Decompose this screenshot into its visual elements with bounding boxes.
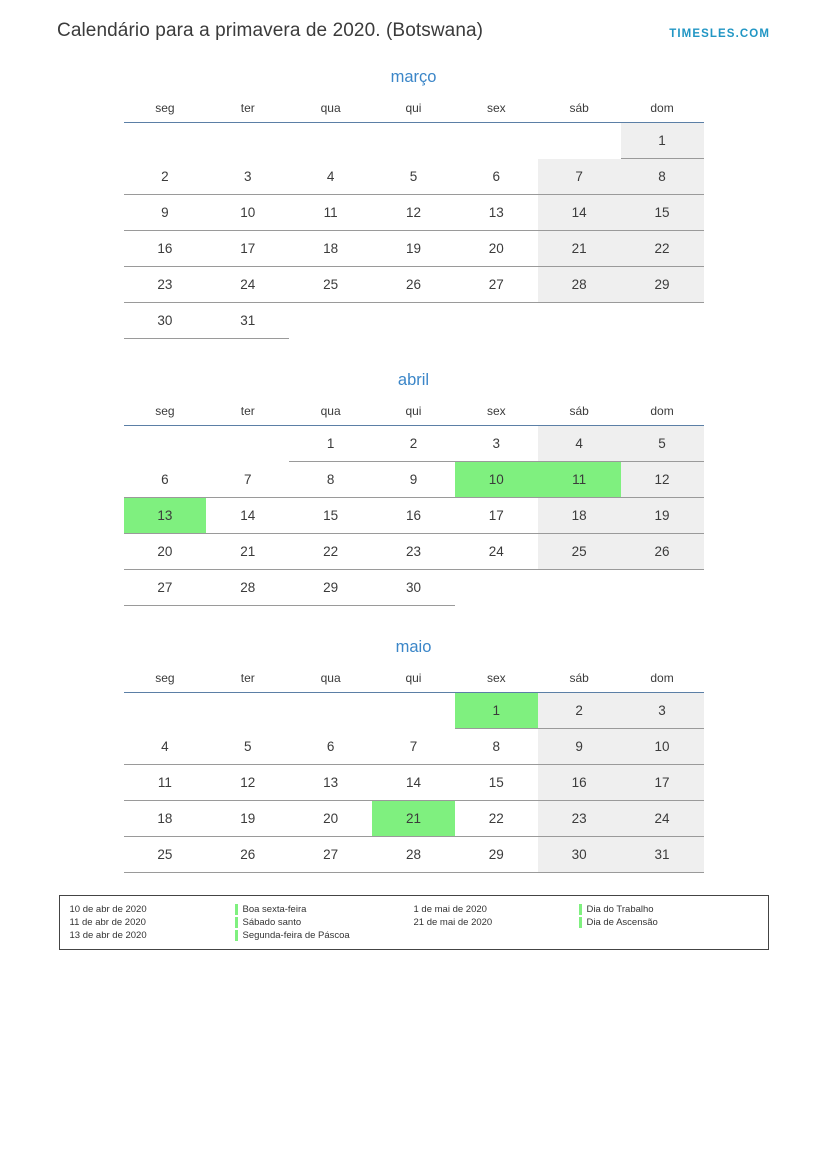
- weekday-header: sex: [455, 667, 538, 693]
- weekday-header-row: [124, 400, 704, 426]
- weekend-day-cell[interactable]: [621, 426, 704, 462]
- day-number: 16: [571, 775, 587, 790]
- day-number: 14: [571, 205, 587, 220]
- weekday-header: ter: [206, 400, 289, 426]
- day-number: 11: [323, 205, 338, 220]
- weekend-day-cell[interactable]: [538, 267, 621, 303]
- day-cell[interactable]: [206, 837, 289, 873]
- empty-day-cell: [372, 303, 455, 339]
- legend: [59, 895, 769, 950]
- day-cell[interactable]: [206, 267, 289, 303]
- month-block: [62, 624, 765, 891]
- day-cell[interactable]: [455, 765, 538, 801]
- day-number: 5: [409, 168, 418, 184]
- empty-day-cell: [621, 570, 704, 606]
- day-number: 1: [658, 133, 666, 148]
- day-number: 24: [240, 277, 256, 292]
- legend-column-right: [414, 903, 758, 942]
- week-row: [124, 570, 704, 606]
- day-cell[interactable]: [372, 231, 455, 267]
- day-cell[interactable]: [289, 534, 372, 570]
- weekend-day-cell[interactable]: [621, 837, 704, 873]
- legend-holiday-name: Boa sexta-feira: [235, 903, 414, 916]
- day-number: 29: [323, 580, 339, 595]
- month-name: maio: [395, 638, 432, 656]
- empty-day-cell: [289, 693, 372, 729]
- day-number: 29: [488, 847, 504, 862]
- day-number: 20: [323, 811, 339, 826]
- day-cell[interactable]: [289, 729, 372, 765]
- weekend-day-cell[interactable]: [621, 195, 704, 231]
- weekend-day-cell[interactable]: [621, 231, 704, 267]
- day-number: 23: [405, 544, 421, 559]
- day-cell[interactable]: [124, 765, 207, 801]
- day-number: 16: [157, 241, 173, 256]
- day-number: 23: [571, 811, 587, 826]
- day-number: 8: [492, 739, 501, 754]
- weekend-day-cell[interactable]: [621, 498, 704, 534]
- day-number: 2: [575, 703, 583, 718]
- day-cell[interactable]: [455, 426, 538, 462]
- day-number: 21: [240, 544, 256, 559]
- page-header: [0, 0, 827, 42]
- weekend-day-cell[interactable]: [621, 267, 704, 303]
- day-number: 27: [488, 277, 504, 292]
- site-brand[interactable]: TIMESLES.COM: [669, 28, 770, 40]
- weekend-day-cell[interactable]: [538, 693, 621, 729]
- empty-day-cell: [455, 570, 538, 606]
- day-number: 6: [326, 738, 335, 754]
- day-number: 20: [488, 241, 504, 256]
- day-cell[interactable]: [206, 303, 289, 339]
- weekday-header: dom: [621, 97, 704, 123]
- weekday-header-row: [124, 667, 704, 693]
- month-name: abril: [397, 371, 430, 389]
- legend-date: 21 de mai de 2020: [413, 917, 493, 928]
- month-table: [124, 667, 704, 873]
- day-number: 21: [405, 811, 421, 826]
- day-number: 21: [571, 241, 587, 256]
- day-number: 17: [654, 775, 670, 790]
- day-number: 28: [240, 580, 256, 595]
- day-number: 31: [654, 847, 670, 862]
- day-number: 22: [488, 811, 504, 826]
- weekend-day-cell[interactable]: [621, 123, 704, 159]
- day-cell[interactable]: [372, 729, 455, 765]
- day-number: 24: [488, 544, 504, 559]
- day-number: 7: [409, 738, 418, 754]
- day-number: 7: [244, 471, 252, 487]
- weekday-header: dom: [621, 400, 704, 426]
- day-number: 4: [326, 168, 335, 184]
- day-cell[interactable]: [206, 729, 289, 765]
- day-cell[interactable]: [372, 498, 455, 534]
- day-number: 18: [323, 241, 339, 256]
- day-number: 18: [157, 811, 173, 826]
- weekday-header: qua: [289, 97, 372, 123]
- day-number: 3: [244, 168, 252, 184]
- week-row: [124, 693, 704, 729]
- weekday-header: sáb: [538, 97, 621, 123]
- legend-holiday-name: Sábado santo: [235, 916, 414, 929]
- legend-date: 11 de abr de 2020: [69, 917, 146, 928]
- day-cell[interactable]: [289, 801, 372, 837]
- legend-holiday-name: Segunda-feira de Páscoa: [235, 929, 414, 942]
- weekend-day-cell[interactable]: [621, 534, 704, 570]
- day-cell[interactable]: [206, 765, 289, 801]
- day-number: 22: [323, 544, 339, 559]
- month-block: [62, 357, 765, 624]
- weekday-header: dom: [621, 667, 704, 693]
- day-cell[interactable]: [124, 195, 207, 231]
- legend-date: 1 de mai de 2020: [413, 904, 487, 915]
- day-cell[interactable]: [372, 534, 455, 570]
- empty-day-cell: [124, 693, 207, 729]
- day-cell[interactable]: [455, 801, 538, 837]
- day-number: 8: [658, 169, 666, 184]
- day-number: 14: [405, 775, 421, 790]
- empty-day-cell: [206, 693, 289, 729]
- empty-day-cell: [538, 570, 621, 606]
- day-number: 27: [157, 580, 173, 595]
- day-cell[interactable]: [206, 801, 289, 837]
- day-cell[interactable]: [289, 462, 372, 498]
- day-number: 13: [488, 205, 504, 220]
- legend-date: 13 de abr de 2020: [69, 930, 147, 941]
- day-cell[interactable]: [289, 231, 372, 267]
- empty-day-cell: [455, 123, 538, 159]
- day-number: 13: [157, 508, 173, 523]
- weekend-day-cell[interactable]: [621, 801, 704, 837]
- weekday-header: ter: [206, 97, 289, 123]
- day-number: 12: [240, 775, 256, 790]
- day-number: 30: [405, 580, 421, 595]
- day-cell[interactable]: [124, 159, 207, 195]
- day-cell[interactable]: [455, 267, 538, 303]
- day-number: 10: [488, 472, 504, 487]
- day-number: 5: [244, 738, 252, 754]
- empty-day-cell: [124, 123, 207, 159]
- day-cell[interactable]: [372, 570, 455, 606]
- day-number: 25: [157, 847, 173, 862]
- day-cell[interactable]: [372, 837, 455, 873]
- weekday-header: qui: [372, 97, 455, 123]
- weekday-header: qua: [289, 667, 372, 693]
- day-cell[interactable]: [206, 534, 289, 570]
- weekday-header: qui: [372, 400, 455, 426]
- day-number: 2: [161, 168, 169, 184]
- day-number: 27: [323, 847, 339, 862]
- empty-day-cell: [289, 123, 372, 159]
- holiday-day-cell[interactable]: [455, 462, 538, 498]
- weekend-day-cell[interactable]: [538, 426, 621, 462]
- day-number: 15: [323, 508, 339, 523]
- day-number: 10: [654, 739, 670, 754]
- empty-day-cell: [621, 303, 704, 339]
- day-number: 17: [488, 508, 504, 523]
- day-cell[interactable]: [206, 570, 289, 606]
- day-number: 12: [654, 472, 670, 487]
- day-cell[interactable]: [289, 837, 372, 873]
- day-cell[interactable]: [289, 570, 372, 606]
- weekend-day-cell[interactable]: [621, 159, 704, 195]
- day-cell[interactable]: [455, 195, 538, 231]
- month-name: março: [390, 68, 437, 86]
- day-number: 25: [323, 277, 339, 292]
- day-number: 9: [575, 739, 583, 754]
- day-cell[interactable]: [372, 765, 455, 801]
- weekend-day-cell[interactable]: [538, 729, 621, 765]
- day-cell[interactable]: [124, 231, 207, 267]
- day-number: 24: [654, 811, 670, 826]
- weekday-header: qui: [372, 667, 455, 693]
- day-cell[interactable]: [124, 570, 207, 606]
- week-row: [124, 765, 704, 801]
- week-row: [124, 123, 704, 159]
- day-number: 5: [658, 436, 666, 451]
- day-cell[interactable]: [206, 462, 289, 498]
- empty-day-cell: [206, 123, 289, 159]
- day-cell[interactable]: [124, 534, 207, 570]
- day-number: 9: [409, 472, 418, 487]
- day-number: 12: [405, 205, 421, 220]
- day-number: 8: [326, 472, 335, 487]
- weekday-header: seg: [124, 667, 207, 693]
- week-row: [124, 729, 704, 765]
- day-number: 10: [240, 205, 256, 220]
- day-number: 7: [575, 168, 583, 184]
- day-number: 3: [658, 703, 666, 718]
- weekday-header: sáb: [538, 667, 621, 693]
- day-number: 18: [571, 508, 587, 523]
- weekday-header: ter: [206, 667, 289, 693]
- day-cell[interactable]: [372, 267, 455, 303]
- day-number: 30: [157, 313, 173, 328]
- day-cell[interactable]: [455, 231, 538, 267]
- weekend-day-cell[interactable]: [538, 534, 621, 570]
- weekday-header: sex: [455, 400, 538, 426]
- day-cell[interactable]: [455, 159, 538, 195]
- weekday-header: seg: [124, 400, 207, 426]
- day-cell[interactable]: [289, 765, 372, 801]
- day-number: 6: [161, 471, 169, 487]
- day-number: 15: [654, 205, 670, 220]
- day-cell[interactable]: [372, 426, 455, 462]
- week-row: [124, 267, 704, 303]
- day-cell[interactable]: [289, 426, 372, 462]
- week-row: [124, 231, 704, 267]
- legend-date: 10 de abr de 2020: [69, 904, 147, 915]
- week-row: [124, 534, 704, 570]
- day-cell[interactable]: [455, 837, 538, 873]
- weekday-header: qua: [289, 400, 372, 426]
- day-number: 9: [161, 205, 169, 220]
- weekend-day-cell[interactable]: [538, 837, 621, 873]
- day-cell[interactable]: [124, 801, 207, 837]
- weekday-header: sex: [455, 97, 538, 123]
- day-number: 6: [492, 168, 501, 184]
- holiday-day-cell[interactable]: [372, 801, 455, 837]
- day-number: 2: [409, 436, 418, 451]
- day-cell[interactable]: [206, 231, 289, 267]
- day-cell[interactable]: [206, 195, 289, 231]
- day-cell[interactable]: [124, 462, 207, 498]
- day-number: 3: [492, 436, 501, 451]
- day-cell[interactable]: [455, 729, 538, 765]
- day-cell[interactable]: [124, 267, 207, 303]
- day-number: 4: [575, 436, 583, 451]
- page-title: Calendário para a primavera de 2020. (Botswana): [57, 20, 484, 41]
- week-row: [124, 195, 704, 231]
- day-number: 20: [157, 544, 173, 559]
- week-row: [124, 426, 704, 462]
- month-table: [124, 400, 704, 606]
- day-cell[interactable]: [289, 159, 372, 195]
- weekend-day-cell[interactable]: [538, 159, 621, 195]
- empty-day-cell: [206, 426, 289, 462]
- empty-day-cell: [455, 303, 538, 339]
- day-cell[interactable]: [124, 729, 207, 765]
- day-number: 11: [572, 472, 587, 487]
- weekend-day-cell[interactable]: [621, 693, 704, 729]
- day-cell[interactable]: [206, 498, 289, 534]
- day-number: 15: [488, 775, 504, 790]
- week-row: [124, 837, 704, 873]
- legend-dates-right: [414, 903, 579, 942]
- day-cell[interactable]: [289, 195, 372, 231]
- day-number: 14: [240, 508, 256, 523]
- legend-holiday-name: Dia de Ascensão: [579, 916, 758, 929]
- empty-day-cell: [372, 123, 455, 159]
- day-number: 19: [654, 508, 670, 523]
- weekend-day-cell[interactable]: [621, 462, 704, 498]
- day-cell[interactable]: [372, 462, 455, 498]
- weekday-header-row: [124, 97, 704, 123]
- empty-day-cell: [289, 303, 372, 339]
- day-number: 26: [405, 277, 421, 292]
- holiday-day-cell[interactable]: [538, 462, 621, 498]
- day-cell[interactable]: [124, 303, 207, 339]
- day-number: 1: [492, 703, 501, 718]
- weekend-day-cell[interactable]: [538, 195, 621, 231]
- day-number: 13: [323, 775, 339, 790]
- week-row: [124, 462, 704, 498]
- day-number: 11: [157, 775, 172, 790]
- weekend-day-cell[interactable]: [538, 231, 621, 267]
- day-number: 19: [240, 811, 256, 826]
- day-cell[interactable]: [206, 159, 289, 195]
- empty-day-cell: [538, 303, 621, 339]
- day-number: 22: [654, 241, 670, 256]
- day-number: 26: [654, 544, 670, 559]
- weekend-day-cell[interactable]: [538, 498, 621, 534]
- week-row: [124, 801, 704, 837]
- holiday-day-cell[interactable]: [455, 693, 538, 729]
- weekend-day-cell[interactable]: [621, 765, 704, 801]
- day-number: 29: [654, 277, 670, 292]
- day-number: 28: [405, 847, 421, 862]
- day-number: 17: [240, 241, 256, 256]
- month-table: [124, 97, 704, 339]
- legend-names-right: [579, 903, 758, 942]
- holiday-day-cell[interactable]: [124, 498, 207, 534]
- day-number: 16: [405, 508, 421, 523]
- day-number: 4: [161, 738, 169, 754]
- weekend-day-cell[interactable]: [538, 765, 621, 801]
- day-number: 1: [326, 436, 335, 451]
- day-number: 31: [240, 313, 256, 328]
- week-row: [124, 303, 704, 339]
- day-number: 25: [571, 544, 587, 559]
- weekend-day-cell[interactable]: [538, 801, 621, 837]
- weekday-header: seg: [124, 97, 207, 123]
- day-cell[interactable]: [372, 195, 455, 231]
- legend-column-left: [70, 903, 414, 942]
- day-cell[interactable]: [289, 498, 372, 534]
- week-row: [124, 159, 704, 195]
- legend-names-left: [235, 903, 414, 942]
- legend-dates-left: [70, 903, 235, 942]
- day-number: 26: [240, 847, 256, 862]
- day-cell[interactable]: [455, 498, 538, 534]
- weekend-day-cell[interactable]: [621, 729, 704, 765]
- empty-day-cell: [538, 123, 621, 159]
- empty-day-cell: [124, 426, 207, 462]
- calendars-container: [0, 42, 827, 891]
- day-number: 30: [571, 847, 587, 862]
- empty-day-cell: [372, 693, 455, 729]
- day-number: 23: [157, 277, 173, 292]
- day-cell[interactable]: [289, 267, 372, 303]
- week-row: [124, 498, 704, 534]
- legend-holiday-name: Dia do Trabalho: [579, 903, 758, 916]
- day-number: 19: [405, 241, 421, 256]
- weekday-header: sáb: [538, 400, 621, 426]
- day-cell[interactable]: [124, 837, 207, 873]
- day-cell[interactable]: [372, 159, 455, 195]
- day-number: 28: [571, 277, 587, 292]
- day-cell[interactable]: [455, 534, 538, 570]
- month-block: [62, 54, 765, 357]
